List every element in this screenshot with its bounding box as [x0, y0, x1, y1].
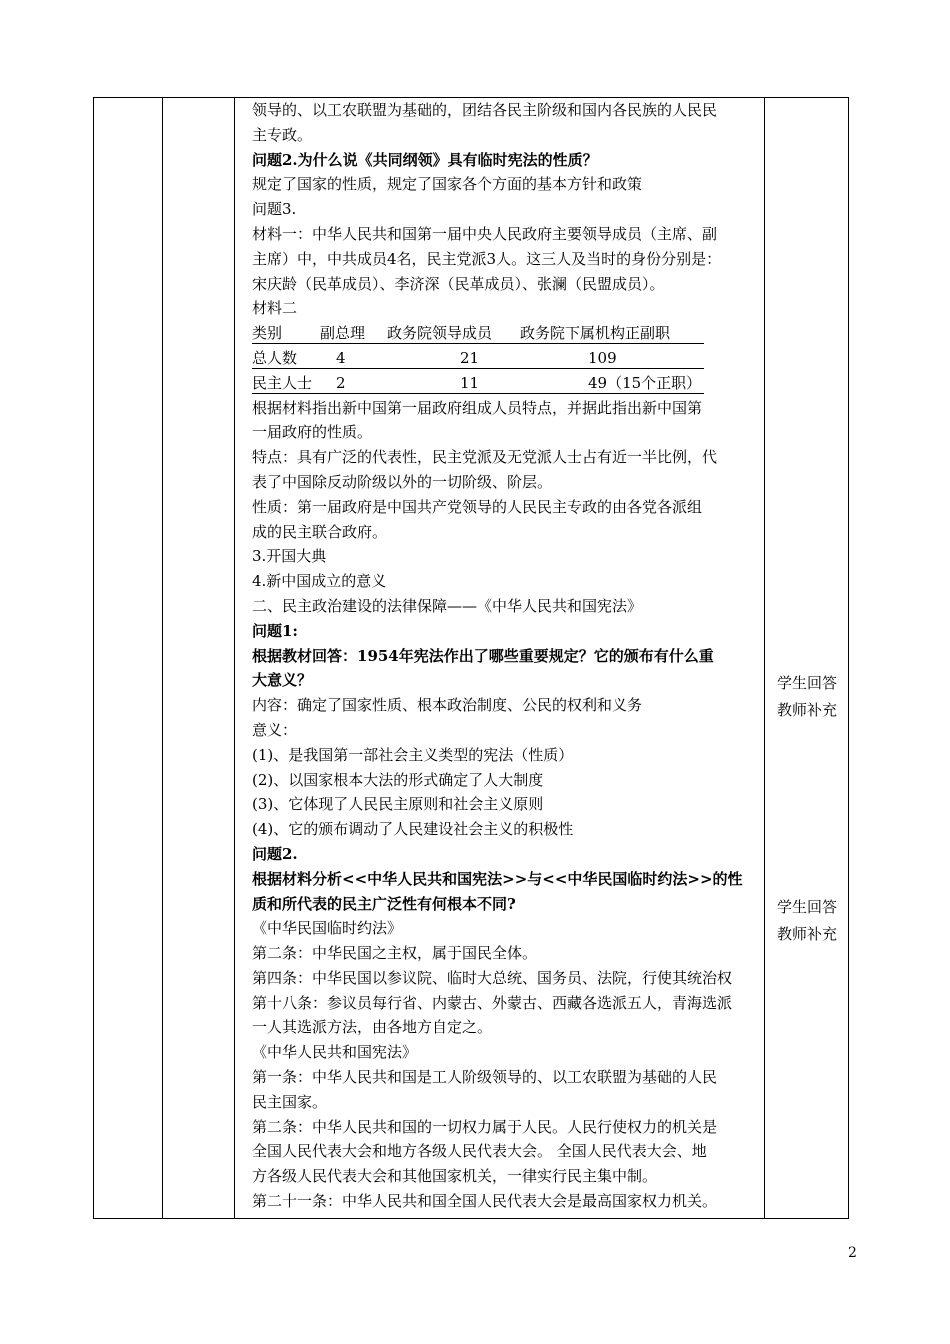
page-number: 2: [848, 1245, 857, 1261]
column-divider: [162, 98, 163, 1218]
text-line: 一人其选派方法，由各地方自定之。: [252, 1018, 493, 1037]
text-line: (1)、是我国第一部社会主义类型的宪法（性质）: [252, 745, 574, 764]
header-cell: 政务院领导成员: [387, 324, 493, 343]
text-line: 民主国家。: [252, 1092, 328, 1111]
table-cell: 2: [336, 373, 346, 392]
header-cell: 副总理: [320, 324, 366, 343]
text-line: 根据材料指出新中国第一届政府组成人员特点，并据此指出新中国第: [252, 398, 703, 417]
text-line: 问题1:: [252, 621, 298, 640]
material-table-header: [252, 321, 764, 346]
text-line: 主席）中，中共成员4名，民主党派3人。这三人及当时的身份分别是：: [252, 249, 722, 268]
note-text: 教师补充: [776, 701, 837, 719]
text-line: 《中华民国临时约法》: [252, 919, 403, 938]
text-line: 第二十一条：中华人民共和国全国人民代表大会是最高国家权力机关。: [252, 1192, 718, 1211]
text-line: 成的民主联合政府。: [252, 522, 388, 541]
text-line: 问题2.为什么说《共同纲领》具有临时宪法的性质？: [252, 150, 598, 169]
text-line: 材料二: [252, 299, 298, 318]
table-cell: 4: [336, 348, 346, 367]
text-line: 规定了国家的性质，规定了国家各个方面的基本方针和政策: [252, 175, 643, 194]
text-line: 问题2.: [252, 844, 298, 863]
text-line: 全国人民代表大会和地方各级人民代表大会。 全国人民代表大会、地: [252, 1142, 707, 1161]
text-line: 一届政府的性质。: [252, 423, 373, 442]
text-line: 二、民主政治建设的法律保障——《中华人民共和国宪法》: [252, 596, 643, 615]
lesson-table: [93, 97, 849, 1219]
text-line: 第十八条：参议员每行省、内蒙古、外蒙古、西藏各选派五人，青海选派: [252, 993, 733, 1012]
text-line: 第二条：中华民国之主权，属于国民全体。: [252, 944, 538, 963]
table-cell: 21: [460, 348, 480, 367]
text-line: 性质：第一届政府是中国共产党领导的人民民主专政的由各党各派组: [252, 497, 703, 516]
table-cell: 49（15个正职）: [588, 373, 702, 392]
text-line: 大意义？: [252, 671, 313, 690]
teacher-note-2: [764, 894, 850, 948]
note-text: 学生回答: [776, 898, 837, 916]
text-line: 问题3.: [252, 200, 297, 219]
lesson-content: [244, 98, 764, 1214]
table-cell: 总人数: [252, 348, 298, 367]
text-line: 3.开国大典: [252, 547, 327, 566]
text-line: 领导的、以工农联盟为基础的，团结各民主阶级和国内各民族的人民民: [252, 101, 718, 119]
column-divider: [764, 98, 765, 1218]
content-lines-a: [252, 98, 764, 321]
text-line: (2)、以国家根本大法的形式确定了人大制度: [252, 770, 544, 789]
text-line: 质和所代表的民主广泛性有何根本不同?: [252, 894, 516, 913]
material-table: [252, 321, 764, 395]
text-line: (3)、它体现了人民民主原则和社会主义原则: [252, 795, 544, 814]
text-line: 方各级人民代表大会和其他国家机关，一律实行民主集中制。: [252, 1167, 658, 1186]
text-line: 第四条：中华民国以参议院、临时大总统、国务员、法院，行使其统治权: [252, 968, 733, 987]
header-cell: 政务院下属机构正副职: [520, 324, 671, 343]
text-line: 《中华人民共和国宪法》: [252, 1043, 418, 1062]
table-cell: 民主人士: [252, 373, 313, 392]
text-line: 宋庆龄（民革成员）、李济深（民革成员）、张澜（民盟成员）。: [252, 274, 665, 293]
text-line: 表了中国除反动阶级以外的一切阶级、阶层。: [252, 472, 553, 491]
note-text: 学生回答: [776, 674, 837, 692]
material-table-row: [252, 371, 764, 396]
text-line: 4.新中国成立的意义: [252, 572, 387, 591]
note-text: 教师补充: [776, 925, 837, 943]
text-line: 根据材料分析<<中华人民共和国宪法>>与<<中华民国临时约法>>的性: [252, 869, 743, 888]
text-line: 内容：确定了国家性质、根本政治制度、公民的权利和义务: [252, 696, 643, 715]
text-line: 第二条：中华人民共和国的一切权力属于人民。人民行使权力的机关是: [252, 1117, 718, 1136]
teacher-note-1: [764, 670, 850, 724]
content-lines-b: [252, 396, 764, 1214]
table-cell: 109: [588, 348, 617, 367]
text-line: 意义：: [252, 720, 298, 739]
material-table-row: [252, 346, 764, 371]
text-line: 第一条：中华人民共和国是工人阶级领导的、以工农联盟为基础的人民: [252, 1068, 718, 1087]
text-line: 根据教材回答：1954年宪法作出了哪些重要规定？它的颁布有什么重: [252, 646, 714, 665]
text-line: (4)、它的颁布调动了人民建设社会主义的积极性: [252, 820, 574, 839]
table-cell: 11: [460, 373, 480, 392]
column-divider: [234, 98, 235, 1218]
header-cell: 类别: [252, 324, 283, 343]
text-line: 主专政。: [252, 125, 313, 144]
text-line: 特点：具有广泛的代表性，民主党派及无党派人士占有近一半比例，代: [252, 448, 718, 467]
text-line: 材料一：中华人民共和国第一届中央人民政府主要领导成员（主席、副: [252, 224, 718, 243]
